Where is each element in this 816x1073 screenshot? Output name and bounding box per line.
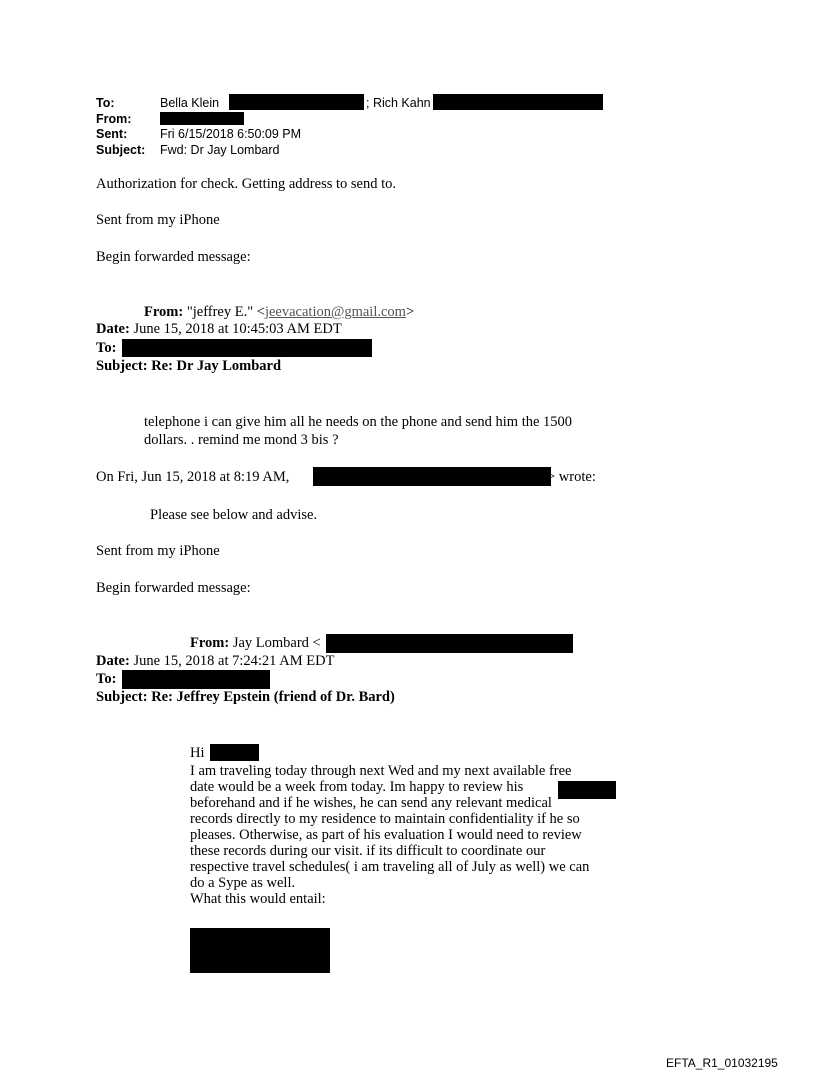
redaction-box bbox=[229, 94, 364, 110]
fwd2-message-line: these records during our visit. if its difficult to coordinate our bbox=[190, 843, 546, 859]
to-label: To: bbox=[96, 96, 115, 110]
fwd2-message-line: records directly to my residence to maintain confidentiality if he so bbox=[190, 811, 580, 827]
fwd2-subject-value: Re: Jeffrey Epstein (friend of Dr. Bard) bbox=[151, 689, 395, 705]
fwd2-message-body bbox=[190, 763, 589, 907]
fwd1-from-close: > bbox=[405, 304, 415, 320]
to-name-bella: Bella Klein bbox=[160, 96, 220, 110]
reply-begin: Begin forwarded message: bbox=[96, 580, 251, 596]
redaction-box bbox=[326, 634, 573, 653]
fwd1-date-value: June 15, 2018 at 10:45:03 AM EDT bbox=[133, 321, 342, 337]
fwd1-from-label: From: bbox=[144, 304, 184, 320]
fwd2-to-label: To: bbox=[96, 671, 117, 687]
body-line: Authorization for check. Getting address to send to. bbox=[96, 176, 396, 192]
fwd2-date-value: June 15, 2018 at 7:24:21 AM EDT bbox=[133, 653, 335, 669]
sent-label: Sent: bbox=[96, 127, 128, 141]
redaction-box bbox=[210, 744, 259, 761]
fwd1-message-line: telephone i can give him all he needs on the phone and send him the 1500 bbox=[144, 414, 573, 430]
redaction-box bbox=[190, 928, 330, 973]
fwd1-date-label: Date: bbox=[96, 321, 130, 337]
fwd1-from-email[interactable]: jeevacation@gmail.com bbox=[264, 304, 406, 320]
fwd2-message-line: pleases. Otherwise, as part of his evaluation I would need to review bbox=[190, 827, 582, 843]
redaction-box bbox=[160, 112, 244, 125]
fwd1-date-line bbox=[96, 322, 342, 337]
fwd2-greeting: Hi bbox=[190, 745, 205, 761]
body-line: Sent from my iPhone bbox=[96, 212, 220, 228]
from-label: From: bbox=[96, 112, 132, 126]
fwd1-message-line: dollars. . remind me mond 3 bis ? bbox=[144, 432, 339, 448]
fwd2-message-line: What this would entail: bbox=[190, 891, 326, 907]
reply-sent-iphone: Sent from my iPhone bbox=[96, 543, 220, 559]
redaction-box bbox=[313, 467, 551, 486]
fwd2-from-name: Jay Lombard < bbox=[232, 635, 321, 651]
body-line: Begin forwarded message: bbox=[96, 249, 251, 265]
fwd2-message-line: I am traveling today through next Wed and my next available free bbox=[190, 763, 572, 779]
fwd1-to-label: To: bbox=[96, 340, 117, 356]
reply-wrote-text: > wrote: bbox=[547, 469, 596, 485]
redaction-box bbox=[122, 670, 270, 689]
subject-value: Fwd: Dr Jay Lombard bbox=[160, 143, 280, 157]
fwd2-from-line bbox=[190, 636, 321, 651]
fwd2-message-line: date would be a week from today. Im happy to review his bbox=[190, 779, 524, 795]
fwd2-from-label: From: bbox=[190, 635, 230, 651]
fwd2-message-line: respective travel schedules( i am traveling all of July as well) we can bbox=[190, 859, 590, 875]
redaction-box bbox=[433, 94, 603, 110]
reply-on-text: On Fri, Jun 15, 2018 at 8:19 AM, bbox=[96, 469, 290, 485]
fwd2-message-line: do a Sype as well. bbox=[190, 875, 296, 891]
fwd2-subject-label: Subject: bbox=[96, 689, 148, 705]
fwd2-subject-line bbox=[96, 690, 395, 705]
bates-number: EFTA_R1_01032195 bbox=[666, 1056, 778, 1070]
fwd2-date-label: Date: bbox=[96, 653, 130, 669]
fwd1-subject-line bbox=[96, 359, 281, 374]
subject-label: Subject: bbox=[96, 143, 146, 157]
fwd1-subject-label: Subject: bbox=[96, 358, 148, 374]
redaction-box bbox=[122, 339, 372, 357]
fwd2-message-line: beforehand and if he wishes, he can send any relevant medical bbox=[190, 795, 552, 811]
reply-please: Please see below and advise. bbox=[150, 507, 318, 523]
sent-value: Fri 6/15/2018 6:50:09 PM bbox=[160, 127, 302, 141]
fwd2-date-line bbox=[96, 654, 334, 669]
fwd1-from-line bbox=[144, 305, 414, 320]
fwd1-from-name: "jeffrey E." < bbox=[186, 304, 265, 320]
fwd1-subject-value: Re: Dr Jay Lombard bbox=[151, 358, 282, 374]
redaction-box bbox=[558, 781, 616, 799]
to-name-rich: ; Rich Kahn bbox=[366, 96, 431, 110]
